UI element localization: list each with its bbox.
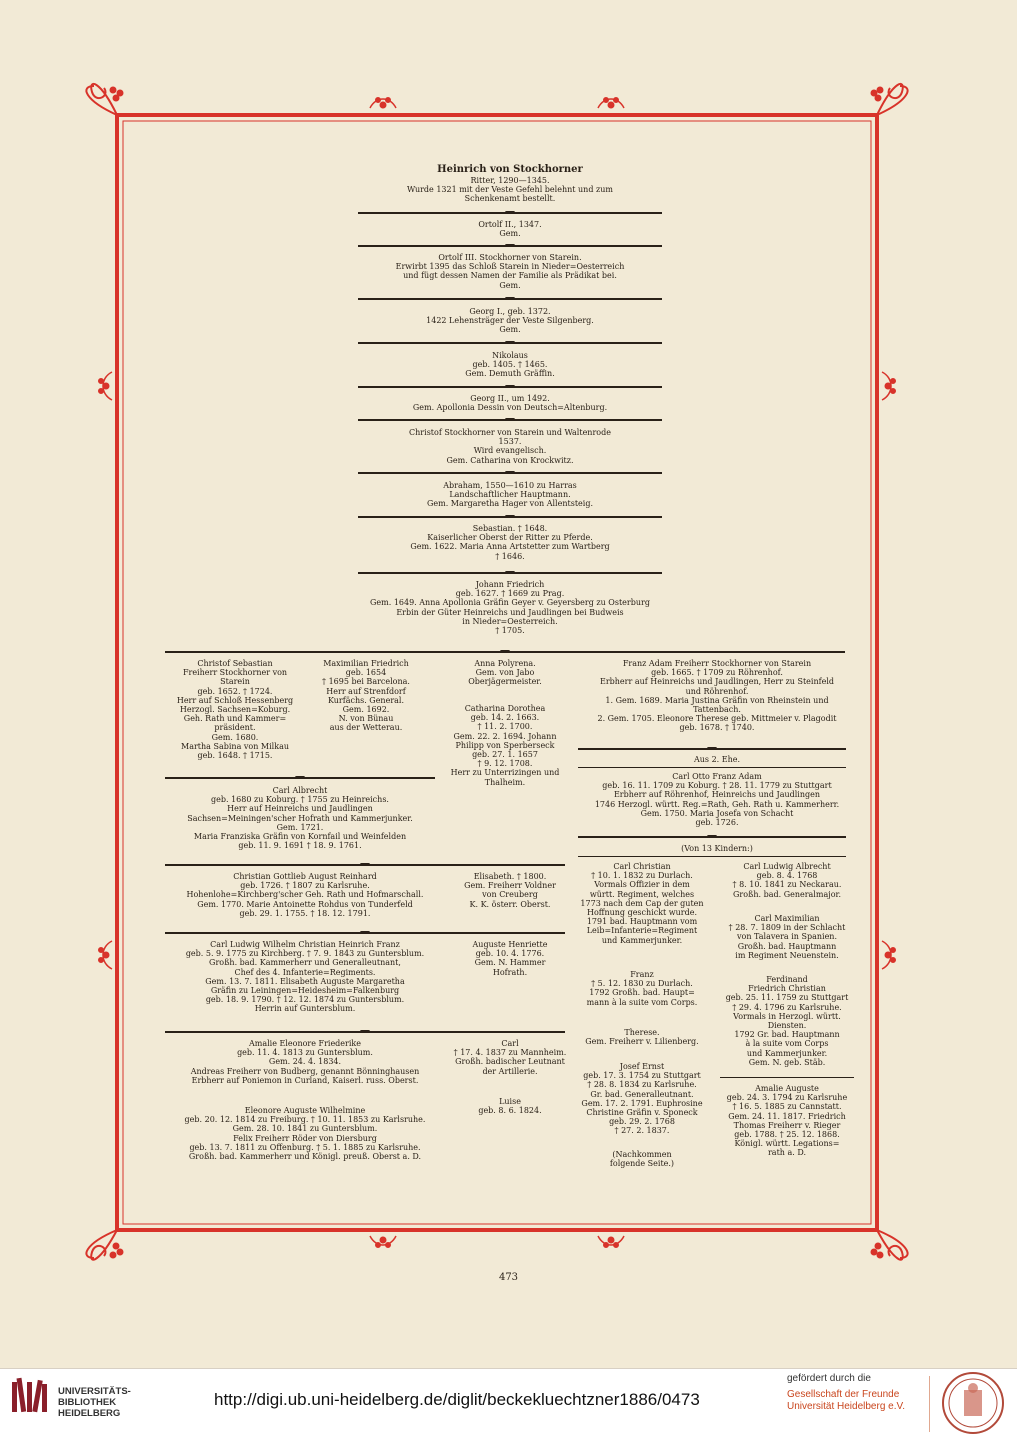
generation-divider: [358, 419, 662, 421]
person-carl-otto: Carl Otto Franz Adam geb. 16. 11. 1709 zu Koburg. † 28. 11. 1779 zu Stuttgart Erbherr auf Röhrenhof, Heinreichs und Jaudlingen 1746 Herzogl. württ. Reg.=Rath, Geh. Rath u. Kammerherr. Gem. 1750. Maria Josefa von Schacht geb. 1726.: [594, 772, 840, 828]
generation-divider: [578, 836, 846, 838]
generation-4: Nikolaus geb. 1405. † 1465. Gem. Demuth Gräffin.: [465, 351, 555, 379]
generation-1: Ortolf II., 1347. Gem.: [478, 220, 542, 239]
generation-divider: [358, 245, 662, 247]
corner-ornament-br: [871, 1230, 908, 1260]
generation-divider: [358, 342, 662, 344]
nachkommen-note: (Nachkommen folgende Seite.): [609, 1150, 675, 1169]
edge-ornament-top-left: [370, 98, 396, 109]
generation-7: Abraham, 1550—1610 zu Harras Landschaftlicher Hauptmann. Gem. Margaretha Hager von Allentsteig.: [427, 481, 593, 509]
generation-6: Christof Stockhorner von Starein und Waltenrode 1537. Wird evangelisch. Gem. Catharina von Krockwitz.: [409, 428, 611, 465]
thin-rule: [720, 1077, 854, 1078]
generation-divider: [358, 298, 662, 300]
thin-rule: [578, 856, 846, 857]
sponsor-name[interactable]: Gesellschaft der Freunde Universität Heidelberg e.V.: [787, 1389, 906, 1412]
generation-divider: [165, 864, 565, 866]
person-elisabeth: Elisabeth. † 1800. Gem. Freiherr Voldner von Creuberg K. K. österr. Oberst.: [464, 872, 556, 909]
edge-ornament-bottom-right: [598, 1236, 624, 1248]
person-therese: Therese. Gem. Freiherr v. Lilienberg.: [585, 1028, 699, 1047]
person-catharina-dorothea: Catharina Dorothea geb. 14. 2. 1663. † 11. 2. 1700. Gem. 22. 2. 1694. Johann Philipp von Sperberseck geb. 27. 1. 1657 † 9. 12. 1708. Herr zu Unterrizingen und Thalheim.: [450, 704, 560, 787]
children-divider: [165, 651, 845, 653]
generation-divider: [358, 572, 662, 574]
person-luise: Luise geb. 8. 6. 1824.: [478, 1097, 542, 1116]
generation-divider: [358, 386, 662, 388]
generation-divider: [165, 1031, 565, 1033]
person-carl-ludwig-wilhelm: Carl Ludwig Wilhelm Christian Heinrich Franz geb. 5. 9. 1775 zu Kirchberg. † 7. 9. 1843 zu Guntersblum. Großh. bad. Kammerherr und Generalleutnant, Chef des 4. Infanterie=Regiments. Gem. 13. 7. 1811. Elisabeth Auguste Margaretha Gräfin zu Leiningen=Heidesheim=Falkenburg geb. 18. 9. 1790. † 12. 12. 1874 zu Guntersblum. Herrin auf Guntersblum.: [185, 940, 425, 1014]
thin-rule: [578, 767, 846, 768]
corner-ornament-tr: [871, 84, 908, 115]
corner-ornament-tl: [86, 84, 123, 115]
person-josef-ernst: Josef Ernst geb. 17. 3. 1754 zu Stuttgart † 28. 8. 1834 zu Karlsruhe. Gr. bad. Generalleutnant. Gem. 17. 2. 1791. Euphrosine Christine Gräfin v. Sponeck geb. 29. 2. 1768 † 27. 2. 1837.: [581, 1062, 703, 1136]
edge-ornament-bottom-left: [370, 1236, 396, 1248]
generation-5: Georg II., um 1492. Gem. Apollonia Dessin von Deutsch=Altenburg.: [412, 394, 608, 413]
person-auguste-henriette: Auguste Henriette geb. 10. 4. 1776. Gem. N. Hammer Hofrath.: [472, 940, 548, 977]
person-christian-gottlieb: Christian Gottlieb August Reinhard geb. 1726. † 1807 zu Karlsruhe. Hohenlohe=Kirchberg'scher Geh. Rath und Hofmarschall. Gem. 1770. Marie Antoinette Rohdus von Tunderfeld geb. 29. 1. 1755. † 18. 12. 1791.: [186, 872, 424, 918]
person-franz-adam: Franz Adam Freiherr Stockhorner von Starein geb. 1665. † 1709 zu Röhrenhof. Erbherr auf Heinreichs und Jaudlingen, Herr zu Steinfeld und Röhrenhof. 1. Gem. 1689. Maria Justina Gräfin von Rheinstein und Tattenbach. 2. Gem. 1705. Eleonore Therese geb. Mittmeier v. Plagodit geb. 1678. † 1740.: [597, 659, 837, 733]
footer-divider: [929, 1376, 930, 1432]
person-carl-albrecht: Carl Albrecht geb. 1680 zu Koburg. † 1755 zu Heinreichs. Herr auf Heinreichs und Jaudlingen Sachsen=Meiningen'scher Hofrath und Kammerjunker. Gem. 1721. Maria Franziska Gräfin von Kornfail und Weinfelden geb. 11. 9. 1691 † 18. 9. 1761.: [187, 786, 413, 851]
generation-9: Johann Friedrich geb. 1627. † 1669 zu Prag. Gem. 1649. Anna Apollonia Gräfin Geyer v. Geyersberg zu Osterburg Erbin der Güter Heinreichs und Jaudlingen bei Budweis in Nieder=Oesterreich. † 1705.: [370, 580, 650, 636]
person-carl-christian: Carl Christian † 10. 1. 1832 zu Durlach. Vormals Offizier in dem württ. Regiment, welches 1773 nach dem Cap der guten Hoffnung geschickt wurde. 1791 bad. Hauptmann vom Leib=Infanterie=Regiment und Kammerjunker.: [580, 862, 704, 945]
generation-divider: [165, 777, 435, 779]
person-christof-sebastian: Christof Sebastian Freiherr Stockhorner von Starein geb. 1652. † 1724. Herr auf Schloß Hessenberg Herzogl. Sachsen=Koburg. Geh. Rath und Kammer= präsident. Gem. 1680. Martha Sabina von Milkau geb. 1648. † 1715.: [176, 659, 294, 761]
person-maximilian-friedrich: Maximilian Friedrich geb. 1654 † 1695 bei Barcelona. Herr auf Strenfdorf Kurfächs. General. Gem. 1692. N. von Bünau aus der Wetterau.: [322, 659, 410, 733]
generation-divider: [165, 932, 565, 934]
person-amalie-auguste: Amalie Auguste geb. 24. 3. 1794 zu Karlsruhe † 16. 5. 1885 zu Cannstatt. Gem. 24. 11. 1817. Friedrich Thomas Freiherr v. Rieger geb. 1788. † 25. 12. 1868. Königl. württ. Legations= rath a. D.: [726, 1084, 848, 1158]
edge-ornament-left-bottom: [99, 941, 113, 969]
generation-divider: [358, 516, 662, 518]
person-carl-ludwig-albrecht: Carl Ludwig Albrecht geb. 8. 4. 1768 † 8. 10. 1841 zu Neckarau. Großh. bad. Generalmajor.: [732, 862, 842, 899]
university-seal-icon: [940, 1370, 1006, 1436]
library-logo-icon: [10, 1376, 52, 1418]
edge-ornament-top-right: [598, 98, 624, 109]
aus-zweiter-ehe: Aus 2. Ehe.: [693, 755, 741, 764]
sponsor-label: gefördert durch die: [787, 1373, 871, 1384]
person-carl-maximilian: Carl Maximilian † 28. 7. 1809 in der Schlacht von Talavera in Spanien. Großh. bad. Hauptmann im Regiment Neuenstein.: [728, 914, 846, 960]
edge-ornament-left-top: [99, 372, 113, 400]
edge-ornament-right-top: [882, 372, 896, 400]
title-block: Heinrich von Stockhorner Ritter, 1290—1345. Wurde 1321 mit der Veste Gefehl belehnt und zum Schenkenamt bestellt.: [340, 164, 680, 204]
edge-ornament-right-bottom: [882, 941, 896, 969]
generation-divider: [358, 472, 662, 474]
page-number: 473: [498, 1272, 519, 1283]
person-carl-mannheim: Carl † 17. 4. 1837 zu Mannheim. Großh. badischer Leutnant der Artillerie.: [453, 1039, 567, 1076]
library-name: UNIVERSITÄTS- BIBLIOTHEK HEIDELBERG: [58, 1386, 131, 1419]
generation-2: Ortolf III. Stockhorner von Starein. Erwirbt 1395 das Schloß Starein in Nieder=Oesterreich und fügt dessen Namen der Familie als Prädikat bei. Gem.: [395, 253, 625, 290]
generation-divider: [578, 748, 846, 750]
permalink-url[interactable]: http://digi.ub.uni-heidelberg.de/diglit/beckekluechtzner1886/0473: [214, 1390, 700, 1409]
person-eleonore-auguste: Eleonore Auguste Wilhelmine geb. 20. 12. 1814 zu Freiburg. † 10. 11. 1853 zu Karlsruhe. Gem. 28. 10. 1841 zu Guntersblum. Felix Freiherr Röder von Diersburg geb. 13. 7. 1811 zu Offenburg. † 5. 1. 1885 zu Karlsruhe. Großh. bad. Kammerherr und Königl. preuß. Oberst a. D.: [184, 1106, 426, 1162]
person-amalie-eleonore: Amalie Eleonore Friederike geb. 11. 4. 1813 zu Guntersblum. Gem. 24. 4. 1834. Andreas Freiherr von Budberg, genannt Bönninghausen Erbherr auf Poniemon in Curland, Kaiserl. russ. Oberst.: [190, 1039, 420, 1085]
person-franz: Franz † 5. 12. 1830 zu Durlach. 1792 Großh. bad. Haupt= mann à la suite vom Corps.: [586, 970, 698, 1007]
von-13-kindern: (Von 13 Kindern:): [681, 844, 753, 853]
generation-divider: [358, 212, 662, 214]
generation-8: Sebastian. † 1648. Kaiserlicher Oberst der Ritter zu Pferde. Gem. 1622. Maria Anna Artstetter zum Wartberg † 1646.: [410, 524, 610, 561]
generation-3: Georg I., geb. 1372. 1422 Lehensträger der Veste Silgenberg. Gem.: [426, 307, 594, 335]
corner-ornament-bl: [86, 1230, 123, 1260]
progenitor-name: Heinrich von Stockhorner: [437, 164, 583, 175]
person-anna-polyrena: Anna Polyrena. Gem. von Jabo Oberjägermeister.: [468, 659, 542, 687]
person-ferdinand: Ferdinand Friedrich Christian geb. 25. 11. 1759 zu Stuttgart † 29. 4. 1796 zu Karlsruhe. Vormals in Herzogl. württ. Diensten. 1792 Gr. bad. Hauptmann à la suite vom Corps und Kammerjunker. Gem. N. geb. Stäb.: [725, 975, 849, 1067]
